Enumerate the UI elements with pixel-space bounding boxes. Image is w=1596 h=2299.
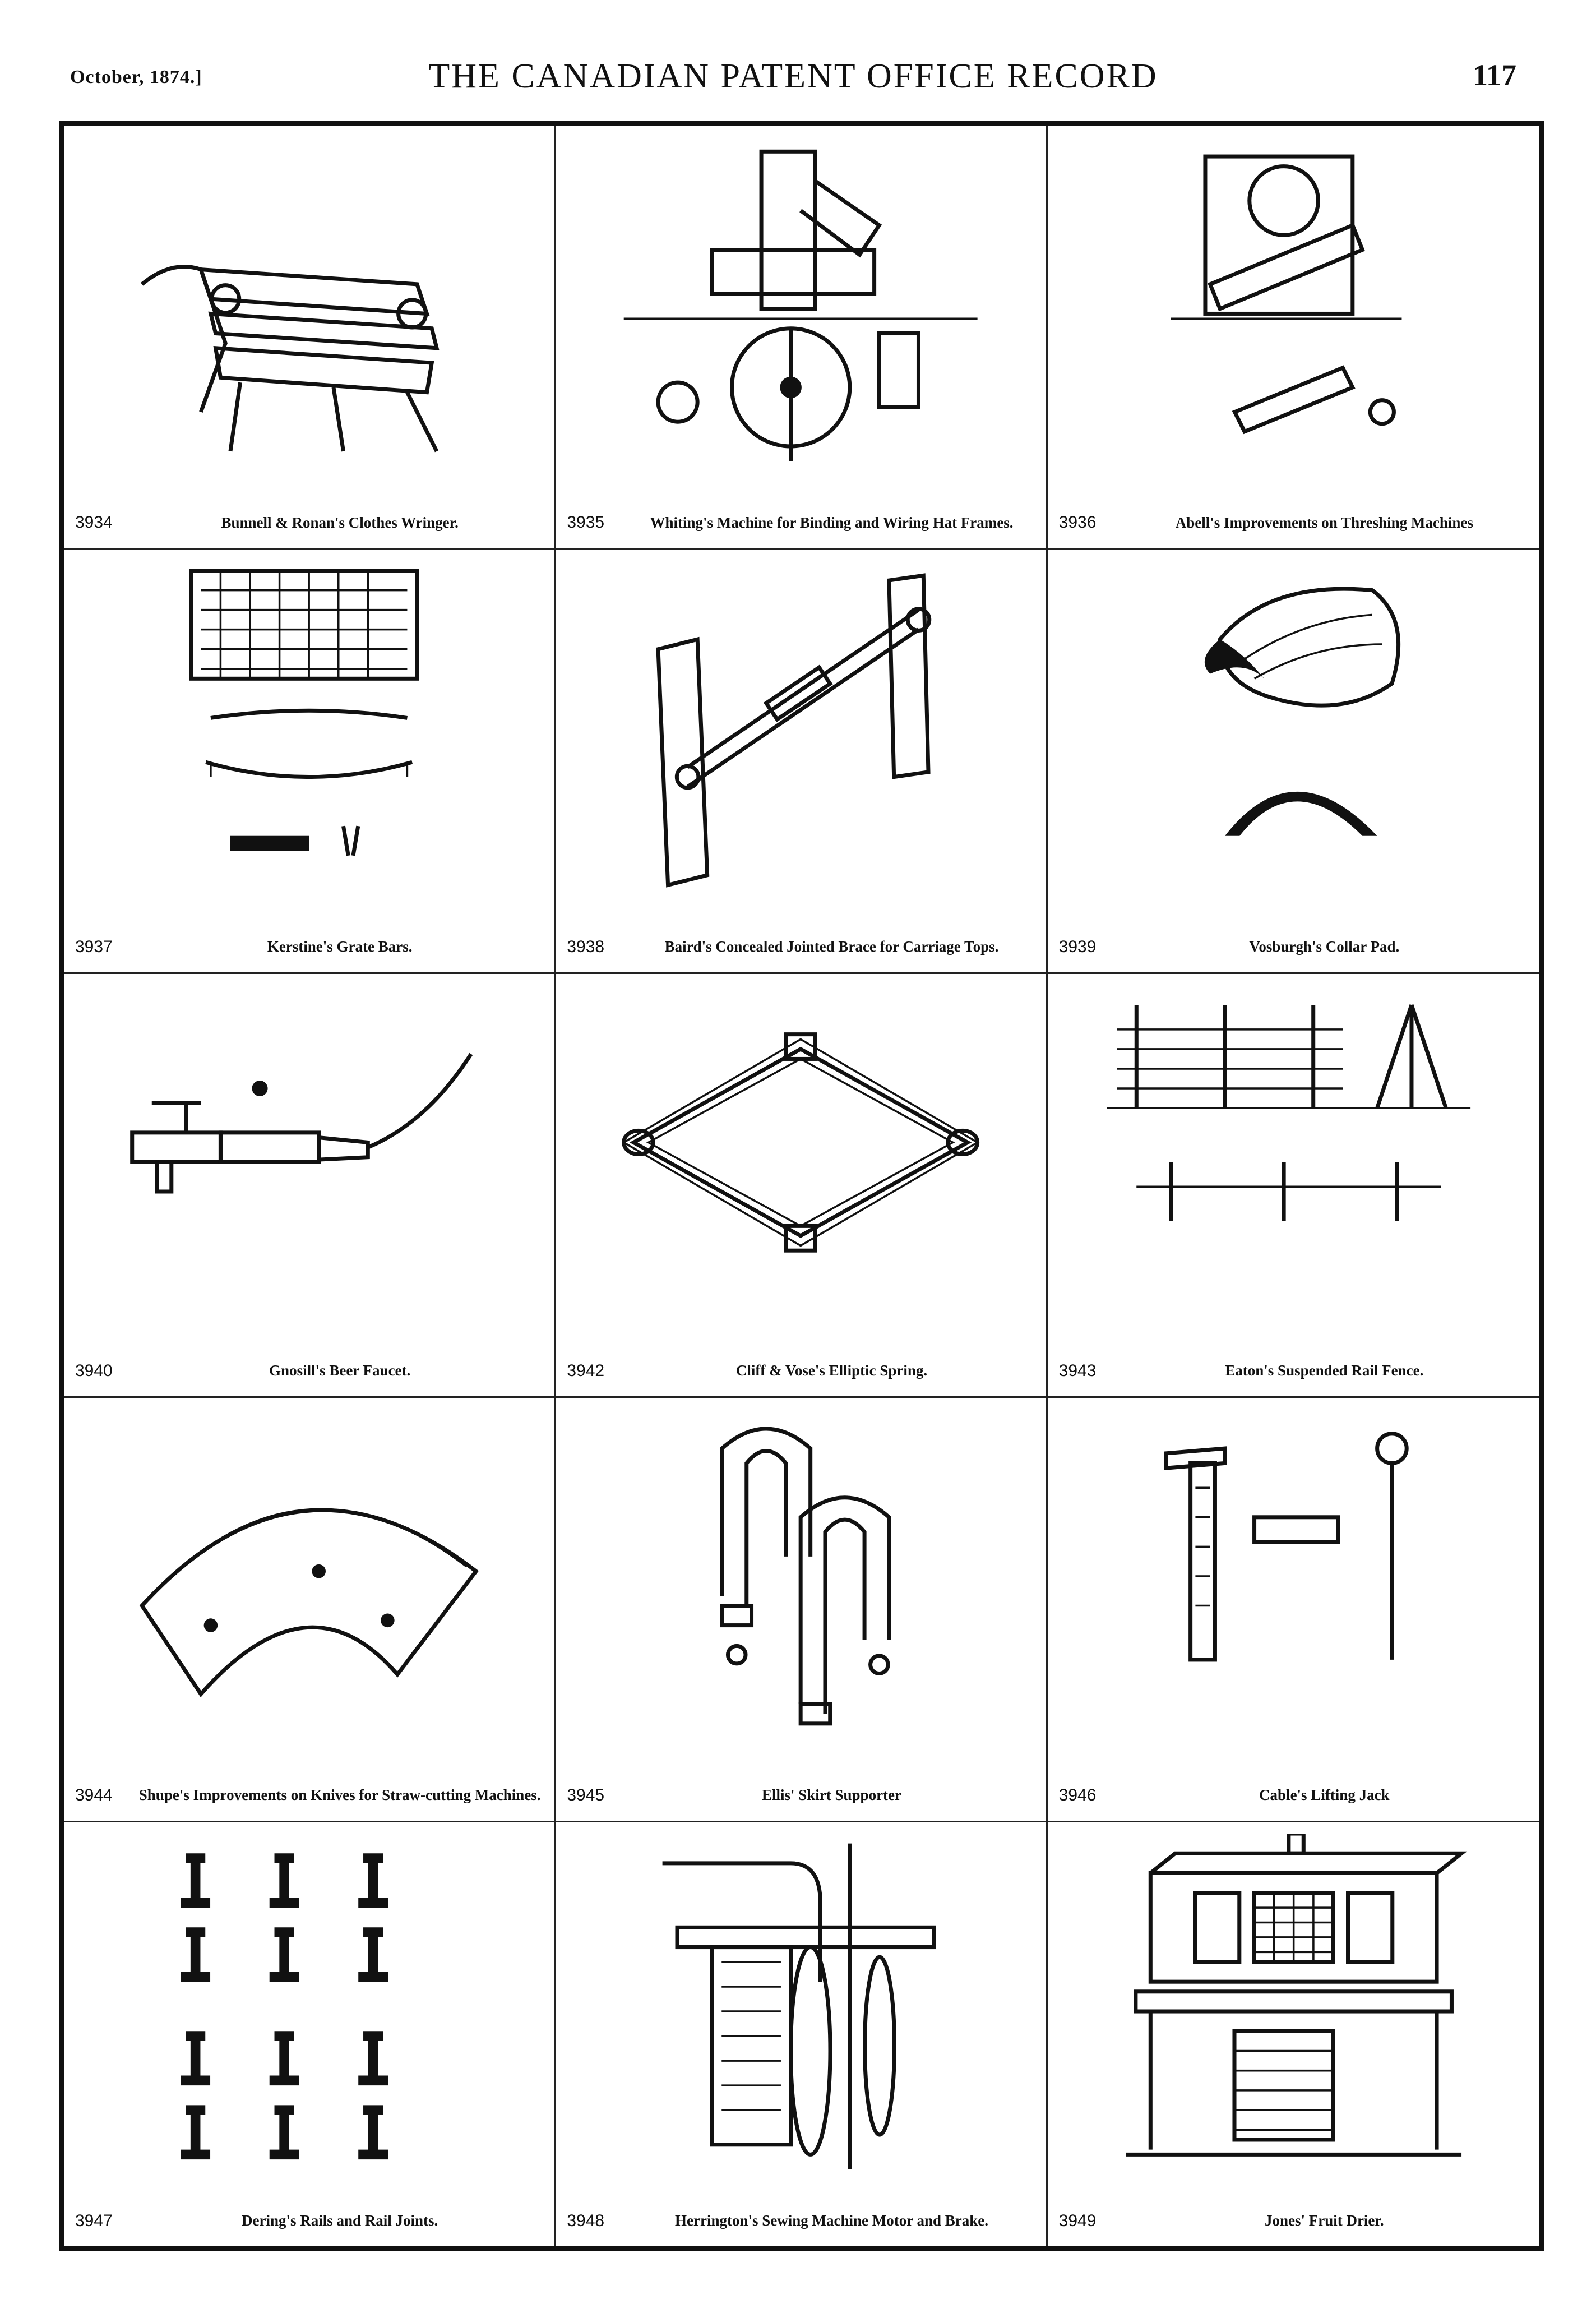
grate-bars-illustration	[75, 561, 543, 904]
clothes-wringer-illustration	[75, 137, 543, 481]
figure-caption	[567, 485, 1034, 535]
figure-cell	[1048, 126, 1539, 550]
sewing-motor-illustration	[567, 1834, 1034, 2179]
patent-title: Eaton's Suspended Rail Fence.	[1225, 1362, 1424, 1379]
patent-title: Vosburgh's Collar Pad.	[1249, 938, 1400, 955]
patent-number: 3948	[567, 2212, 605, 2230]
publication-title: THE CANADIAN PATENT OFFICE RECORD	[428, 57, 1158, 95]
patent-title: Shupe's Improvements on Knives for Straw-cutting Machines.	[138, 1786, 541, 1803]
elliptic-spring-illustration	[567, 985, 1034, 1329]
patent-title: Abell's Improvements on Threshing Machines	[1175, 514, 1473, 531]
patent-number: 3942	[567, 1361, 605, 1381]
patent-title: Gnosill's Beer Faucet.	[269, 1362, 411, 1379]
patent-title: Cable's Lifting Jack	[1259, 1786, 1390, 1803]
figure-caption	[567, 1758, 1034, 1808]
rail-fence-illustration	[1059, 985, 1528, 1329]
patent-title: Bunnell & Ronan's Clothes Wringer.	[221, 514, 459, 531]
straw-knife-illustration	[75, 1409, 543, 1753]
figure-cell	[556, 1822, 1047, 2246]
patent-number: 3937	[75, 937, 113, 956]
figure-caption	[75, 1758, 543, 1808]
page-number: 117	[1472, 58, 1516, 92]
patent-title: Dering's Rails and Rail Joints.	[242, 2212, 438, 2229]
patent-number: 3934	[75, 513, 113, 532]
figure-cell	[1048, 974, 1539, 1398]
patent-number: 3939	[1058, 937, 1097, 956]
figure-caption	[1059, 485, 1528, 535]
hat-frame-machine-illustration	[567, 137, 1034, 481]
patent-number: 3935	[567, 513, 605, 532]
patent-number: 3943	[1058, 1361, 1097, 1381]
patent-title: Ellis' Skirt Supporter	[761, 1786, 902, 1803]
figure-caption	[75, 2183, 543, 2234]
page-header	[64, 53, 1522, 104]
threshing-machine-illustration	[1059, 137, 1528, 481]
patent-number: 3949	[1058, 2212, 1097, 2230]
patent-title: Whiting's Machine for Binding and Wiring Hat Frames.	[650, 514, 1014, 531]
figure-cell	[1048, 550, 1539, 973]
patent-number: 3945	[567, 1785, 605, 1804]
patent-number: 3946	[1058, 1785, 1097, 1804]
figure-cell	[556, 1398, 1047, 1822]
skirt-supporter-illustration	[567, 1409, 1034, 1753]
patent-title: Herrington's Sewing Machine Motor and Brake.	[675, 2212, 988, 2229]
figure-caption	[567, 1333, 1034, 1384]
figure-cell	[64, 974, 556, 1398]
patent-title: Cliff & Vose's Elliptic Spring.	[735, 1362, 928, 1379]
patent-number: 3940	[75, 1361, 113, 1381]
figure-caption	[1059, 910, 1528, 960]
figure-grid	[64, 126, 1539, 2246]
collar-pad-illustration	[1059, 561, 1528, 904]
figure-cell	[64, 1822, 556, 2246]
figure-cell	[556, 126, 1047, 550]
lifting-jack-illustration	[1059, 1409, 1528, 1753]
patent-title: Baird's Concealed Jointed Brace for Carriage Tops.	[664, 938, 999, 955]
figure-plate	[59, 121, 1544, 2251]
patent-number: 3938	[567, 937, 605, 956]
fruit-drier-illustration	[1059, 1834, 1528, 2179]
figure-cell	[64, 126, 556, 550]
figure-caption	[75, 485, 543, 535]
carriage-brace-illustration	[567, 561, 1034, 904]
issue-date: October, 1874.]	[70, 67, 202, 87]
figure-cell	[556, 974, 1047, 1398]
beer-faucet-illustration	[75, 985, 543, 1329]
patent-number: 3947	[75, 2212, 113, 2230]
rails-illustration	[75, 1834, 543, 2179]
figure-caption	[75, 1333, 543, 1384]
figure-caption	[1059, 2183, 1528, 2234]
patent-title: Kerstine's Grate Bars.	[267, 938, 413, 955]
figure-cell	[1048, 1822, 1539, 2246]
figure-caption	[567, 2183, 1034, 2234]
figure-cell	[1048, 1398, 1539, 1822]
figure-cell	[64, 1398, 556, 1822]
figure-caption	[1059, 1333, 1528, 1384]
figure-caption	[1059, 1758, 1528, 1808]
figure-caption	[567, 910, 1034, 960]
figure-caption	[75, 910, 543, 960]
figure-cell	[64, 550, 556, 973]
patent-number: 3944	[75, 1785, 113, 1804]
patent-number: 3936	[1058, 513, 1097, 532]
figure-cell	[556, 550, 1047, 973]
patent-title: Jones' Fruit Drier.	[1264, 2212, 1384, 2229]
